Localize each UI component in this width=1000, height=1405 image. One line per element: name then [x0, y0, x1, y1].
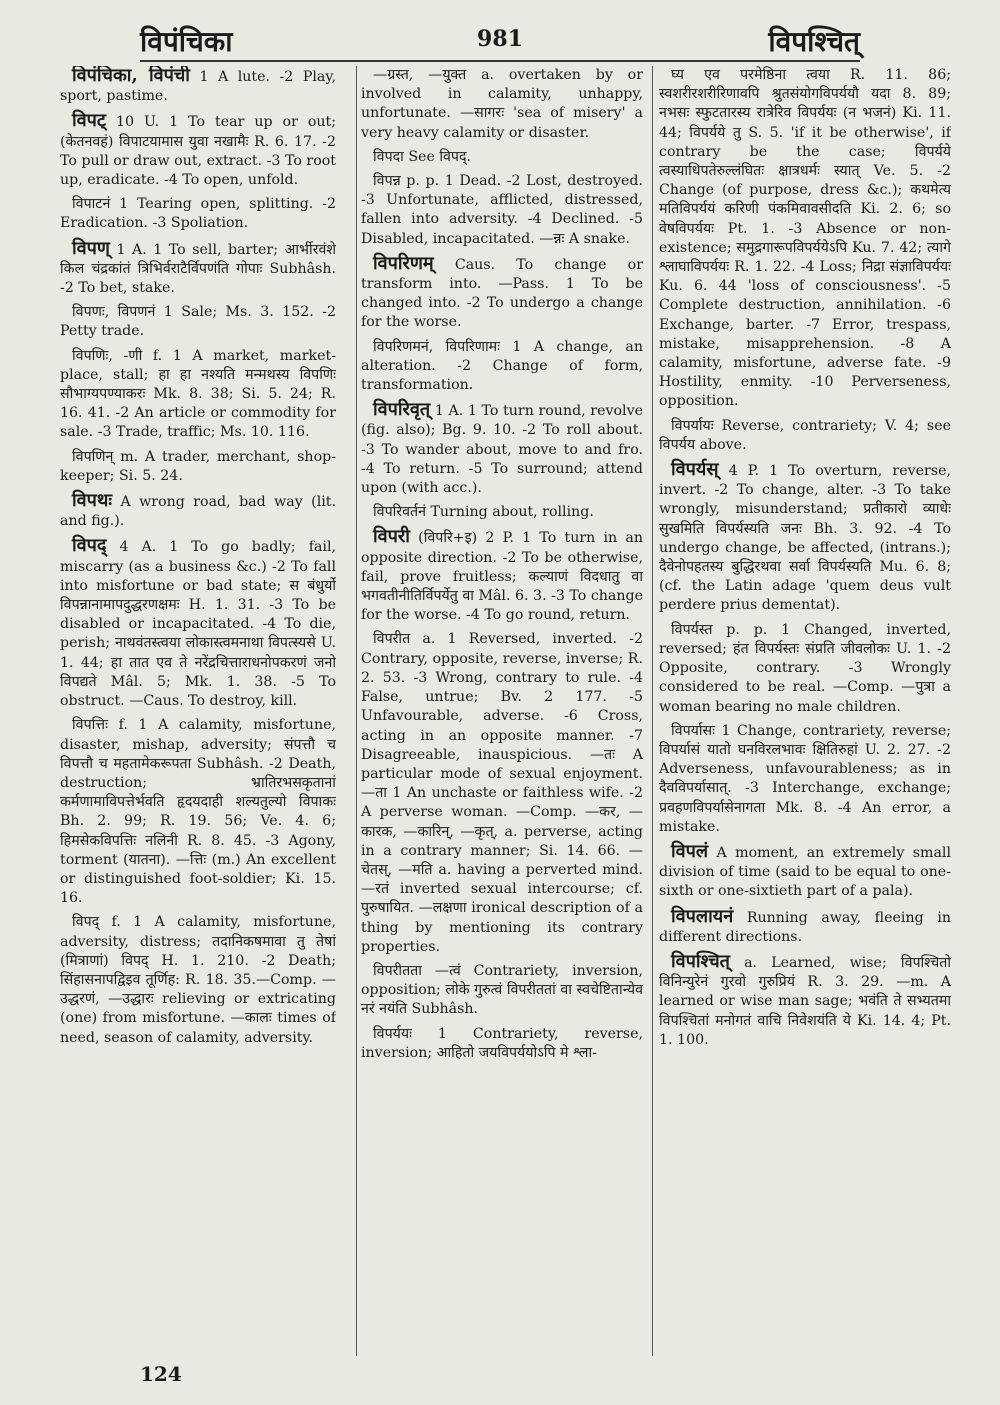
headword: विपंचिका, विपंची — [72, 66, 190, 86]
entry-definition: विपर्यासः 1 Change, contrariety, reverse; विपर्यासं यातो घनविरलभावः क्षितिरुहां U. 2. 27. -2 Adverseness, unfavourableness; as in दैवविपर्यासात्. -3 Interchange, exchange; प्रवहणविपर्यासेनागता Mk. 8. -4 An error, a mistake. — [659, 722, 951, 835]
headword: विपरिवृत् — [373, 399, 431, 421]
entry-definition: विपणः, विपणनं 1 Sale; Ms. 3. 152. -2 Petty trade. — [60, 304, 336, 340]
entry-definition: 4 P. 1 To overturn, reverse, invert. -2 To change, alter. -3 To take wrongly, misunderstand; प्रतीकारो व्याधेः सुखमिति विपर्यस्यति जनः Bh. 3. 92. -4 To undergo change, be affected, (intrans.); दैवेनोपहतस्य बुद्धिरथवा सर्वा विपर्यस्यति Mu. 6. 8; (cf. the Latin adage 'quem deus vult perdere prius dementat). — [659, 463, 951, 614]
entry-definition: —ग्रस्त, —युक्त a. overtaken by or involved in calamity, unhappy, unfortunate. —सागरः 'sea of misery' a very heavy calamity or disaster. — [361, 67, 643, 141]
dictionary-entry — [361, 172, 643, 249]
dictionary-entry — [60, 239, 336, 299]
column-2 — [356, 66, 643, 1356]
dictionary-entry — [361, 66, 643, 143]
entry-definition: विपर्ययः 1 Contrariety, reverse, inversion; आहितो जयविपर्ययोऽपि मे श्ला- — [361, 1025, 643, 1061]
entry-definition: 1 A lute. -2 Play, sport, pastime. — [60, 69, 336, 105]
dictionary-entry — [361, 630, 643, 956]
signature-folio: 124 — [140, 1362, 182, 1386]
column-3 — [652, 66, 951, 1356]
dictionary-entry — [60, 491, 336, 531]
dictionary-entry — [60, 716, 336, 908]
header-left-guideword: विपंचिका — [140, 25, 233, 58]
headword: विपर्यस् — [671, 459, 719, 481]
headword: विपरिणम् — [373, 252, 434, 274]
dictionary-entry — [60, 347, 336, 443]
entry-definition: विपरिवर्तनं Turning about, rolling. — [373, 504, 594, 521]
entry-definition: 1 A. 1 To sell, barter; आर्भीरवंशे किल चंद्रकांतं त्रिभिर्वराटैर्विपणंति गोपाः Subhâsh. -2 To bet, stake. — [60, 241, 336, 297]
headword: विपलं — [671, 840, 709, 862]
dictionary-entry — [659, 417, 951, 455]
entry-definition: A wrong road, bad way (lit. and fig.). — [60, 494, 336, 530]
entry-definition: विपरीत a. 1 Reversed, inverted. -2 Contrary, opposite, reverse, inverse; R. 2. 53. -3 Wrong, contrary to rule. -4 False, untrue; Bv. 2 177. -5 Unfavourable, adverse. -6 Cross, acting in an opposite manner. -7 Disagreeable, inauspicious. —तः A particular mode of sexual enjoyment. —ता 1 An unchaste or faithless wife. -2 A perverse woman. —Comp. —कर, —कारक, —कारिन्, —कृत्, a. perverse, acting in a contrary manner; Si. 14. 66. —चेतस्, —मति a. having a perverted mind. —रतं inverted sexual intercourse; cf. पुरुषायित. —लक्षणा ironical description of a thing by mentioning its contrary properties. — [361, 631, 643, 955]
entry-definition: घ्य एव परमेष्ठिना त्वया R. 11. 86; स्वशरीरशरीरिणावपि श्रुतसंयोगविपर्ययौ यदा 8. 89; नभसः स्फुटतारस्य रात्रेरिव विपर्ययः (न भजनं) Ki. 11. 44; विपर्यये तु S. 5. 'if it be otherwise', if contrary be the case; विपर्यये त्वस्याधिपतेरुल्लंघितः क्षात्रधर्मः स्यात् Ve. 5. -2 Change (of purpose, dress &c.); कथमेत्य मतिविपर्ययं करिणी पंकमिवावसीदति Ki. 2. 6; so वेषविपर्ययः Pt. 1. -3 Absence or non-existence; समुद्रगारूपविपर्ययेऽपि Ku. 7. 42; त्यागे श्लाघाविपर्ययः R. 1. 22. -4 Loss; निद्रा संज्ञाविपर्ययः Ku. 6. 44 'loss of consciousness'. -5 Complete destruction, annihilation. -6 Exchange, barter. -7 Error, trespass, mistake, misapprehension. -8 A calamity, misfortune, adverse fate. -9 Hostility, enmity. -10 Perverseness, opposition. — [659, 67, 951, 410]
entry-definition: Caus. To change or transform into. —Pass. 1 To be changed into. -2 To undergo a change for the worse. — [361, 256, 643, 331]
page-number: 981 — [477, 26, 523, 52]
dictionary-entry — [60, 111, 336, 190]
dictionary-entry — [60, 303, 336, 341]
entry-definition: विपरिणमनं, विपरिणामः 1 A change, an alteration. -2 Change of form, transformation. — [361, 338, 643, 394]
headword: विपद् — [72, 535, 107, 557]
header-right-guideword: विपश्चित् — [768, 25, 860, 58]
entry-definition: विपदा See विपद्. — [373, 148, 472, 165]
dictionary-entry — [361, 400, 643, 498]
dictionary-entry — [60, 195, 336, 233]
dictionary-entry — [361, 338, 643, 396]
dictionary-entry — [659, 952, 951, 1050]
entry-definition: A moment, an extremely small division of time (said to be equal to one-sixth or one-sixtieth part of a pala). — [659, 844, 951, 900]
entry-definition: विपणिः, -णी f. 1 A market, market-place, stall; हा हा नश्यति मन्मथस्य विपणिः सौभाग्यपण्याकरः Mk. 8. 38; Si. 5. 24; R. 16. 41. -2 An article or commodity for sale. -3 Trade, traffic; Ms. 10. 116. — [60, 347, 336, 441]
entry-definition: विपाटनं 1 Tearing open, splitting. -2 Eradication. -3 Spoliation. — [60, 196, 336, 232]
entry-definition: 1 A. 1 To turn round, revolve (fig. also); Bg. 9. 10. -2 To roll about. -3 To wander about, move to and fro. -4 To return. -5 To surround; attend upon (with acc.). — [361, 403, 643, 497]
headword: विपट् — [72, 110, 106, 132]
dictionary-entry — [60, 536, 336, 711]
entry-definition: विपन्न p. p. 1 Dead. -2 Lost, destroyed. -3 Unfortunate, afflicted, distressed, fallen into adversity. -4 Declined. -5 Disabled, incapacitated. —न्नः A snake. — [361, 173, 643, 247]
dictionary-entry — [60, 66, 336, 106]
entry-definition: विपद् f. 1 A calamity, misfortune, adversity, distress; तदानिकषमावा तु तेषां (मित्राणां) विपद् H. 1. 210. -2 Death; सिंहासनापद्विइव तूर्णिह: R. 18. 35.—Comp. —उद्धरणं, —उद्धारः relieving or extricating (one) from misfortune. —कालः times of need, season of calamity, adversity. — [60, 914, 336, 1046]
headword: विपण् — [72, 237, 110, 259]
dictionary-entry — [361, 527, 643, 625]
entry-definition: विपर्यायः Reverse, contrariety; V. 4; see विपर्यय above. — [659, 417, 951, 453]
entry-definition: विपर्यस्त p. p. 1 Changed, inverted, reversed; हंत विपर्यस्तः संप्रति जीवलोकः U. 1. -2 Opposite, contrary. -3 Wrongly considered to be real. —Comp. —पुत्रा a woman bearing no male children. — [659, 621, 951, 715]
dictionary-entry — [659, 66, 951, 412]
column-1 — [60, 66, 336, 1316]
dictionary-entry — [659, 907, 951, 947]
dictionary-entry — [659, 460, 951, 616]
entry-definition: विपत्तिः f. 1 A calamity, misfortune, disaster, mishap, adversity; संपत्तौ च विपत्तौ च महतामेकरूपता Subhâsh. -2 Death, destruction; भ्रातिरभसकृतानां कर्मणामाविपत्तेर्भवति हृदयदाही शल्यतुल्यो विपाकः Bh. 2. 99; R. 19. 56; Ve. 4. 6; हिमसेकविपत्तिः नलिनी R. 8. 45. -3 Agony, torment (यातना). —त्तिः (m.) An excellent or distinguished foot-soldier; Ki. 15. 16. — [60, 717, 336, 907]
page-header — [140, 18, 860, 62]
entry-definition: 10 U. 1 To tear up or out; (केतनवहं) विपाटयामास युवा नखामैः R. 6. 17. -2 To pull or draw out, extract. -3 To root up, eradicate. -4 To open, unfold. — [60, 114, 336, 189]
entry-definition: Running away, fleeing in different directions. — [659, 909, 951, 945]
entry-definition: (विपरि+इ) 2 P. 1 To turn in an opposite direction. -2 To be otherwise, fail, prove fruitless; कल्याणं विदधातु वा भगवतीनीतिर्विपर्येतु वा Mâl. 6. 3. -3 To change for the worse. -4 To go round, return. — [361, 530, 643, 624]
headword: विपलायनं — [671, 905, 734, 927]
dictionary-entry — [659, 842, 951, 902]
dictionary-entry — [659, 722, 951, 837]
dictionary-entry — [361, 148, 643, 167]
headword: विपरी — [373, 526, 410, 548]
dictionary-entry — [659, 621, 951, 717]
headword: विपश्चित् — [671, 950, 730, 972]
headword: विपथः — [72, 490, 113, 512]
entry-definition: विपरीतता —त्वं Contrariety, inversion, opposition; लोके गुरुत्वं विपरीततां वा स्वचेष्टितान्येव नरं नयंति Subhâsh. — [361, 962, 643, 1018]
dictionary-entry — [361, 254, 643, 333]
dictionary-entry — [60, 448, 336, 486]
dictionary-entry — [361, 503, 643, 522]
entry-definition: विपणिन् m. A trader, merchant, shop-keeper; Si. 5. 24. — [60, 448, 336, 484]
entry-definition: a. Learned, wise; विपश्चितो विनिन्युरेनं गुरवो गुरुप्रियं R. 3. 29. —m. A learned or wise man sage; भवंति ते सभ्यतमा विपश्चितां मनोगतं वाचि निवेशयंति ये Ki. 14. 4; Pt. 1. 100. — [659, 954, 951, 1048]
dictionary-entry — [361, 962, 643, 1020]
entry-definition: 4 A. 1 To go badly; fail, miscarry (as a business &c.) -2 To fall into misfortune or bad state; स बंधुर्यो विपन्नानामापदुद्धरणक्षमः H. 1. 31. -3 To be disabled or incapacitated. -4 To die, perish; नाथवंतस्त्वया लोकास्त्वमनाथा विपत्स्यसे U. 1. 44; हा तात एव ते नरेंद्रचित्ताराधनोपकरणं जनो विपद्यते Mâl. 5; Mk. 1. 38. -5 To obstruct. —Caus. To destroy, kill. — [60, 539, 336, 710]
dictionary-entry — [60, 913, 336, 1047]
dictionary-entry — [361, 1025, 643, 1063]
